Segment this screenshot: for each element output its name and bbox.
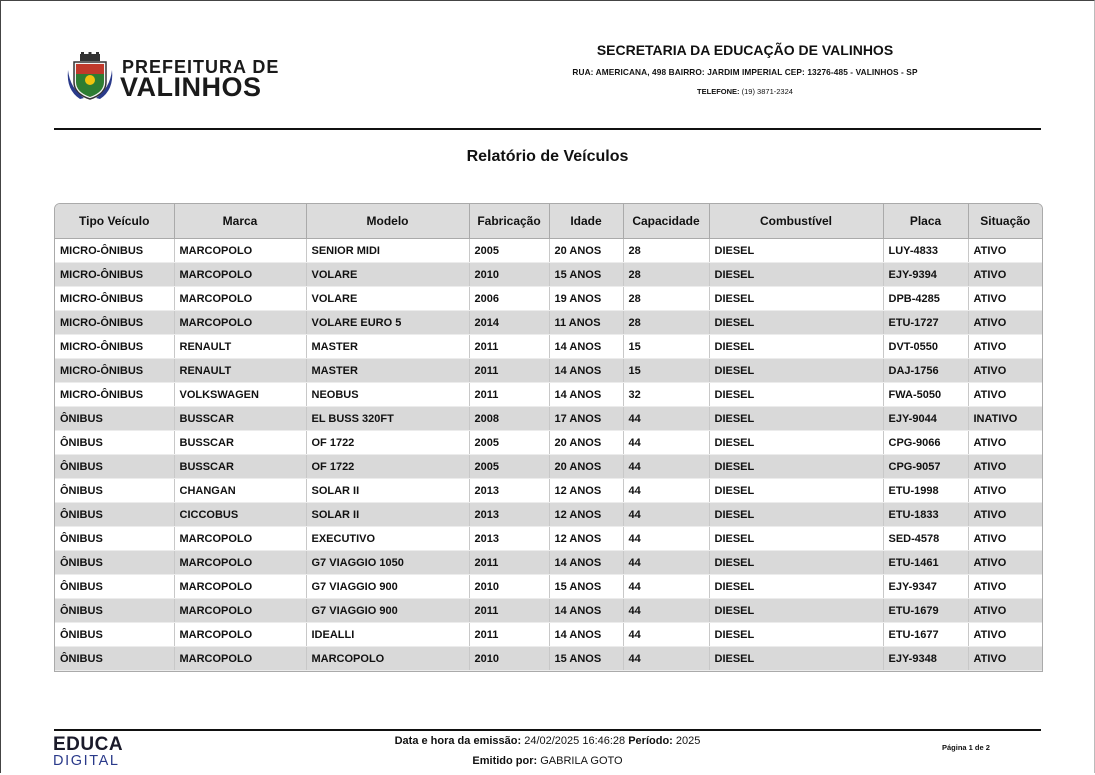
table-cell: 2010 — [469, 647, 549, 671]
table-cell: EJY-9347 — [883, 575, 968, 599]
table-cell: 44 — [623, 599, 709, 623]
table-cell: FWA-5050 — [883, 383, 968, 407]
table-cell: SOLAR II — [306, 479, 469, 503]
table-cell: 14 ANOS — [549, 623, 623, 647]
table-cell: DIESEL — [709, 311, 883, 335]
brand-line1: EDUCA — [53, 734, 124, 755]
table-cell: EJY-9394 — [883, 263, 968, 287]
emission-info — [300, 735, 795, 775]
table-cell: CICCOBUS — [174, 503, 306, 527]
table-cell: ÔNIBUS — [55, 647, 174, 671]
emitted-by-label: Emitido por: — [472, 755, 538, 767]
table-cell: 2011 — [469, 383, 549, 407]
table-cell: RENAULT — [174, 359, 306, 383]
table-cell: ÔNIBUS — [55, 623, 174, 647]
table-cell: ATIVO — [968, 311, 1042, 335]
table-cell: EJY-9044 — [883, 407, 968, 431]
table-cell: MICRO-ÔNIBUS — [55, 287, 174, 311]
table-cell: 2013 — [469, 479, 549, 503]
table-cell: 28 — [623, 263, 709, 287]
table-cell: ÔNIBUS — [55, 407, 174, 431]
table-cell: 2013 — [469, 527, 549, 551]
table-cell: 2010 — [469, 575, 549, 599]
org-phone — [470, 87, 1020, 96]
table-cell: SED-4578 — [883, 527, 968, 551]
period-label: Período: — [628, 735, 673, 747]
table-cell: 19 ANOS — [549, 287, 623, 311]
table-cell: 20 ANOS — [549, 455, 623, 479]
table-cell: ATIVO — [968, 383, 1042, 407]
table-cell: ATIVO — [968, 527, 1042, 551]
table-cell: DIESEL — [709, 407, 883, 431]
table-cell: OF 1722 — [306, 431, 469, 455]
table-cell: 20 ANOS — [549, 431, 623, 455]
emission-label: Data e hora da emissão: — [394, 735, 522, 747]
page-number: Página 1 de 2 — [942, 743, 990, 752]
table-cell: SOLAR II — [306, 503, 469, 527]
table-cell: MICRO-ÔNIBUS — [55, 239, 174, 263]
table-cell: 14 ANOS — [549, 359, 623, 383]
table-cell: DAJ-1756 — [883, 359, 968, 383]
table-cell: DIESEL — [709, 263, 883, 287]
brand-line2: DIGITAL — [53, 753, 120, 769]
table-row — [55, 503, 1042, 527]
table-cell: 12 ANOS — [549, 527, 623, 551]
table-cell: MARCOPOLO — [174, 239, 306, 263]
table-cell: ÔNIBUS — [55, 455, 174, 479]
table-cell: LUY-4833 — [883, 239, 968, 263]
table-cell: ATIVO — [968, 287, 1042, 311]
org-address: RUA: AMERICANA, 498 BAIRRO: JARDIM IMPERIAL CEP: 13276-485 - VALINHOS - SP — [572, 67, 918, 77]
table-cell: 12 ANOS — [549, 479, 623, 503]
table-row — [55, 335, 1042, 359]
table-cell: DIESEL — [709, 527, 883, 551]
emitted-by-value: GABRILA GOTO — [540, 755, 623, 767]
logo-text-line1: PREFEITURA DE — [122, 57, 280, 77]
table-cell: 2013 — [469, 503, 549, 527]
table-cell: G7 VIAGGIO 1050 — [306, 551, 469, 575]
table-cell: MICRO-ÔNIBUS — [55, 359, 174, 383]
prefeitura-logo — [66, 52, 280, 102]
table-cell: DIESEL — [709, 599, 883, 623]
table-cell: 11 ANOS — [549, 311, 623, 335]
report-title: Relatório de Veículos — [466, 148, 629, 165]
table-row — [55, 407, 1042, 431]
table-cell: ATIVO — [968, 431, 1042, 455]
table-cell: 2005 — [469, 239, 549, 263]
table-cell: ETU-1677 — [883, 623, 968, 647]
table-cell: 44 — [623, 431, 709, 455]
table-cell: DIESEL — [709, 647, 883, 671]
table-cell: 2011 — [469, 599, 549, 623]
table-cell: VOLARE EURO 5 — [306, 311, 469, 335]
table-cell: ATIVO — [968, 623, 1042, 647]
table-cell: ETU-1727 — [883, 311, 968, 335]
table-cell: CPG-9066 — [883, 431, 968, 455]
column-header: Idade — [549, 204, 623, 239]
table-cell: ÔNIBUS — [55, 431, 174, 455]
table-cell: 15 ANOS — [549, 263, 623, 287]
table-cell: MARCOPOLO — [174, 599, 306, 623]
table-row — [55, 311, 1042, 335]
table-cell: 14 ANOS — [549, 383, 623, 407]
table-cell: 28 — [623, 311, 709, 335]
table-cell: BUSSCAR — [174, 407, 306, 431]
table-cell: 14 ANOS — [549, 335, 623, 359]
table-cell: MICRO-ÔNIBUS — [55, 311, 174, 335]
table-row — [55, 359, 1042, 383]
table-cell: 44 — [623, 479, 709, 503]
table-row — [55, 431, 1042, 455]
table-cell: CHANGAN — [174, 479, 306, 503]
table-cell: EL BUSS 320FT — [306, 407, 469, 431]
table-cell: VOLARE — [306, 263, 469, 287]
table-cell: 44 — [623, 407, 709, 431]
table-row — [55, 599, 1042, 623]
table-row — [55, 647, 1042, 671]
period-value: 2025 — [675, 735, 701, 747]
table-cell: 15 ANOS — [549, 647, 623, 671]
table-cell: DIESEL — [709, 575, 883, 599]
table-cell: ATIVO — [968, 335, 1042, 359]
table-cell: MARCOPOLO — [174, 575, 306, 599]
table-cell: 2014 — [469, 311, 549, 335]
column-header: Situação — [968, 204, 1042, 239]
column-header: Tipo Veículo — [55, 204, 174, 239]
table-cell: G7 VIAGGIO 900 — [306, 599, 469, 623]
table-cell: ATIVO — [968, 359, 1042, 383]
column-header: Combustível — [709, 204, 883, 239]
table-cell: MASTER — [306, 359, 469, 383]
table-row — [55, 239, 1042, 263]
table-cell: ETU-1833 — [883, 503, 968, 527]
emission-value: 24/02/2025 16:46:28 — [524, 735, 626, 747]
table-cell: 14 ANOS — [549, 551, 623, 575]
table-cell: 20 ANOS — [549, 239, 623, 263]
table-cell: 44 — [623, 647, 709, 671]
table-cell: 2010 — [469, 263, 549, 287]
table-cell: 15 — [623, 359, 709, 383]
table-cell: ATIVO — [968, 599, 1042, 623]
table-cell: MARCOPOLO — [174, 311, 306, 335]
table-cell: NEOBUS — [306, 383, 469, 407]
table-cell: 2006 — [469, 287, 549, 311]
table-row — [55, 287, 1042, 311]
table-cell: DIESEL — [709, 335, 883, 359]
table-cell: ÔNIBUS — [55, 575, 174, 599]
column-header: Capacidade — [623, 204, 709, 239]
table-cell: MARCOPOLO — [174, 287, 306, 311]
table-cell: MICRO-ÔNIBUS — [55, 383, 174, 407]
table-cell: ATIVO — [968, 239, 1042, 263]
header-divider — [54, 128, 1041, 130]
table-cell: DIESEL — [709, 623, 883, 647]
table-cell: MARCOPOLO — [306, 647, 469, 671]
table-row — [55, 479, 1042, 503]
table-cell: ATIVO — [968, 479, 1042, 503]
table-cell: ETU-1679 — [883, 599, 968, 623]
column-header: Fabricação — [469, 204, 549, 239]
table-cell: ATIVO — [968, 575, 1042, 599]
table-cell: BUSSCAR — [174, 431, 306, 455]
table-cell: 12 ANOS — [549, 503, 623, 527]
table-row — [55, 551, 1042, 575]
table-cell: 32 — [623, 383, 709, 407]
table-cell: ÔNIBUS — [55, 479, 174, 503]
table-cell: DIESEL — [709, 239, 883, 263]
table-cell: 44 — [623, 503, 709, 527]
table-cell: MARCOPOLO — [174, 551, 306, 575]
table-cell: VOLKSWAGEN — [174, 383, 306, 407]
table-cell: DIESEL — [709, 503, 883, 527]
table-cell: VOLARE — [306, 287, 469, 311]
table-cell: 2011 — [469, 623, 549, 647]
table-cell: EXECUTIVO — [306, 527, 469, 551]
table-cell: MICRO-ÔNIBUS — [55, 335, 174, 359]
table-cell: 15 — [623, 335, 709, 359]
table-cell: INATIVO — [968, 407, 1042, 431]
educa-digital-logo — [53, 736, 123, 768]
table-cell: 17 ANOS — [549, 407, 623, 431]
table-cell: 28 — [623, 287, 709, 311]
phone-value: (19) 3871-2324 — [741, 87, 793, 96]
table-cell: DIESEL — [709, 383, 883, 407]
table-cell: 2005 — [469, 431, 549, 455]
table-cell: ÔNIBUS — [55, 599, 174, 623]
table-cell: 2011 — [469, 359, 549, 383]
table-row — [55, 575, 1042, 599]
table-row — [55, 623, 1042, 647]
column-header: Placa — [883, 204, 968, 239]
table-cell: SENIOR MIDI — [306, 239, 469, 263]
table-cell: EJY-9348 — [883, 647, 968, 671]
column-header: Modelo — [306, 204, 469, 239]
table-cell: DIESEL — [709, 479, 883, 503]
table-cell: 44 — [623, 527, 709, 551]
table-cell: DIESEL — [709, 287, 883, 311]
table-cell: ÔNIBUS — [55, 527, 174, 551]
table-cell: DPB-4285 — [883, 287, 968, 311]
table-cell: DVT-0550 — [883, 335, 968, 359]
footer-divider — [54, 729, 1041, 731]
table-cell: BUSSCAR — [174, 455, 306, 479]
table-row — [55, 383, 1042, 407]
table-cell: DIESEL — [709, 455, 883, 479]
table-row — [55, 527, 1042, 551]
table-cell: MARCOPOLO — [174, 527, 306, 551]
table-cell: ATIVO — [968, 647, 1042, 671]
table-cell: 14 ANOS — [549, 599, 623, 623]
column-header: Marca — [174, 204, 306, 239]
table-cell: MARCOPOLO — [174, 647, 306, 671]
table-row — [55, 263, 1042, 287]
table-cell: MARCOPOLO — [174, 263, 306, 287]
table-cell: MARCOPOLO — [174, 623, 306, 647]
table-cell: RENAULT — [174, 335, 306, 359]
table-cell: ATIVO — [968, 263, 1042, 287]
table-cell: DIESEL — [709, 551, 883, 575]
table-cell: 44 — [623, 551, 709, 575]
table-cell: ATIVO — [968, 503, 1042, 527]
table-header-row — [55, 204, 1042, 239]
table-cell: OF 1722 — [306, 455, 469, 479]
table-cell: ETU-1998 — [883, 479, 968, 503]
table-cell: 44 — [623, 455, 709, 479]
table-cell: ETU-1461 — [883, 551, 968, 575]
table-cell: ÔNIBUS — [55, 503, 174, 527]
table-cell: ATIVO — [968, 551, 1042, 575]
table-cell: 2011 — [469, 551, 549, 575]
table-cell: CPG-9057 — [883, 455, 968, 479]
table-cell: G7 VIAGGIO 900 — [306, 575, 469, 599]
table-cell: 44 — [623, 575, 709, 599]
table-row — [55, 455, 1042, 479]
city-crest-icon — [66, 52, 114, 102]
vehicles-table — [54, 203, 1043, 672]
table-cell: 2011 — [469, 335, 549, 359]
header-info — [470, 42, 1020, 96]
table-cell: 44 — [623, 623, 709, 647]
logo-text-line2: VALINHOS — [120, 72, 262, 102]
table-cell: ÔNIBUS — [55, 551, 174, 575]
table-cell: DIESEL — [709, 359, 883, 383]
table-cell: 2005 — [469, 455, 549, 479]
table-cell: ATIVO — [968, 455, 1042, 479]
table-cell: MASTER — [306, 335, 469, 359]
table-cell: DIESEL — [709, 431, 883, 455]
table-cell: MICRO-ÔNIBUS — [55, 263, 174, 287]
table-cell: 2008 — [469, 407, 549, 431]
table-cell: IDEALLI — [306, 623, 469, 647]
table-cell: 28 — [623, 239, 709, 263]
phone-label: TELEFONE: — [697, 87, 740, 96]
org-name: SECRETARIA DA EDUCAÇÃO DE VALINHOS — [596, 42, 894, 58]
table-cell: 15 ANOS — [549, 575, 623, 599]
